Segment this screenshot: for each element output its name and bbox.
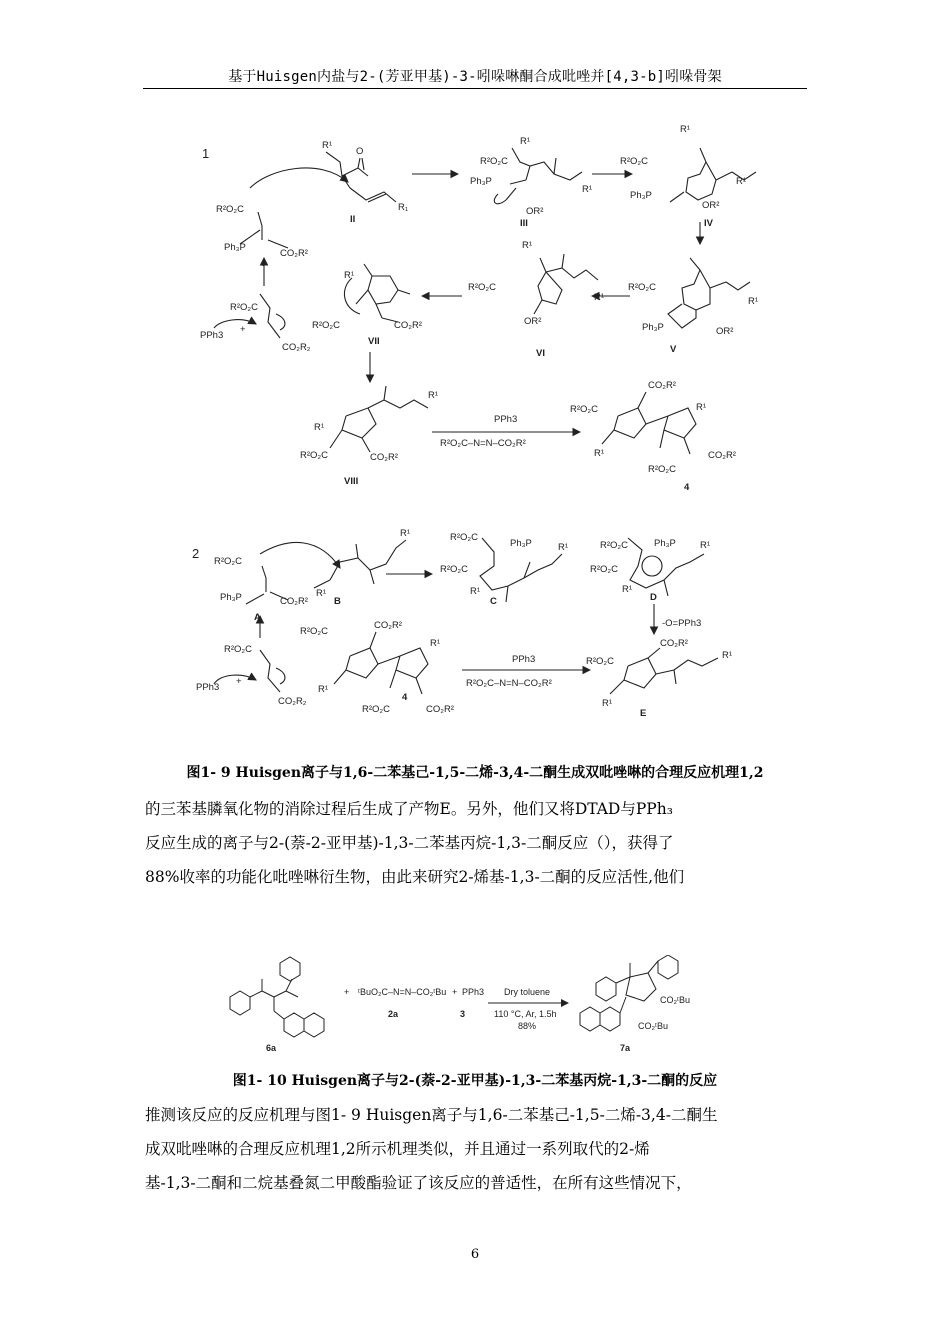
paragraph-line: 基-1,3-二酮和二烷基叠氮二甲酸酯验证了该反应的普适性，在所有这些情况下， [145,1174,692,1192]
group-label: OR² [526,206,544,217]
compound-4b-structure [334,632,428,694]
group-label: R²O₂C [590,564,618,575]
reagent-label: -O=PPh3 [662,618,702,629]
plus-sign: + [344,987,350,997]
group-label: Ph₃P [510,538,532,549]
group-label: R¹ [314,422,325,433]
reagent-2a: ᵗBuO₂C–N=N–CO₂ᵗBu [358,987,447,997]
group-label: Ph₃P [642,322,664,333]
group-label: R²O₂C [362,704,390,715]
group-label: R²O₂C [214,556,242,567]
reagent-label: PPh3 [512,654,536,665]
compound-7a-structure [580,955,678,1031]
group-label: Ph₃P [654,538,676,549]
page-number: 6 [470,1247,480,1262]
compound-label: D [650,592,657,603]
compound-label: I [262,258,265,269]
group-label: CO₂ᵗBu [638,1021,668,1031]
group-label: R²O₂C [450,532,478,543]
compound-VI-structure [534,254,598,314]
compound-label: 4 [684,482,690,493]
group-label: R²O₂C [480,156,508,167]
group-label: R²O₂C [648,464,676,475]
reaction-scheme-2 [218,955,738,1055]
group-label: R¹ [470,586,481,597]
compound-I-structure [240,212,288,248]
group-label: R²O₂C [230,302,258,313]
paragraph-line: 成双吡唑啉的合理反应机理1,2所示机理类似，并且通过一系列取代的2-烯 [145,1140,650,1158]
group-label: R¹ [680,124,691,135]
group-label: CO₂R² [660,638,688,649]
group-label: Ph₃P [224,242,246,253]
group-label: R²O₂C [300,450,328,461]
compound-label: A [254,612,261,623]
group-label: CO₂R² [648,380,676,391]
compound-label: 3 [460,1009,466,1019]
group-label: Ph₃P [220,592,242,603]
group-label: R²O₂C [312,320,340,331]
group-label: Ph₃P [470,176,492,187]
group-label: R¹ [428,390,439,401]
group-label: R¹ [736,176,747,187]
group-label: R¹ [430,638,441,649]
group-label: R¹ [322,140,333,151]
group-label: R¹ [722,650,733,661]
compound-4-structure [602,392,696,454]
compound-VII-structure [344,264,410,322]
compound-label: 2a [388,1009,399,1019]
group-label: R¹ [582,184,593,195]
group-label: R¹ [318,684,329,695]
group-label: R¹ [344,270,355,281]
condition-yield: 88% [518,1021,537,1031]
compound-label: 6a [266,1043,277,1053]
condition-temperature: 110 °C, Ar, 1.5h [494,1009,557,1019]
paragraph-2 [145,1098,810,1200]
group-label: R¹ [594,448,605,459]
group-label: R¹ [400,528,411,539]
group-label: OR² [524,316,542,327]
plus-sign: + [236,676,242,687]
group-label: CO₂R² [394,320,422,331]
compound-B-structure [314,540,406,588]
figure-caption-1: 图1- 9 Huisgen离子与1,6-二苯基己-1,5-二烯-3,4-二酮生成双吡唑啉的合理反应机理1,2 [186,765,764,781]
group-label: CO₂R₂ [282,342,311,353]
group-label: R¹ [558,542,569,553]
compound-label: B [334,596,341,607]
reaction-mechanism-scheme [190,118,800,730]
compound-E-structure [610,648,718,694]
compound-label: IV [704,218,713,229]
group-label: R²O₂C [216,204,244,215]
panel-label-1: 1 [202,146,210,161]
compound-label: V [670,344,677,355]
group-label: R²O₂C [468,282,496,293]
group-label: R¹ [594,292,605,303]
group-label: O [356,146,364,157]
group-label: R¹ [748,296,759,307]
reagent-label: R²O₂C–N=N–CO₂R² [440,438,526,449]
compound-IV-structure [670,148,756,202]
group-label: R²O₂C [224,644,252,655]
group-label: R²O₂C [440,564,468,575]
reagent-label: PPh3 [494,414,518,425]
running-header: 基于Huisgen内盐与2-(芳亚甲基)-3-吲哚啉酮合成吡唑并[4,3-b]吲哚骨架 [228,69,722,85]
condition-solvent: Dry toluene [504,987,551,997]
group-label: R₁ [398,202,409,213]
compound-label: III [520,218,528,229]
compound-label: E [640,708,647,719]
group-label: R²O₂C [570,404,598,415]
group-label: R¹ [520,136,531,147]
group-label: CO₂R² [426,704,454,715]
group-label: OR² [702,200,720,211]
group-label: OR² [716,326,734,337]
group-label: Ph₃P [630,190,652,201]
compound-label: II [350,214,356,225]
compound-label: C [490,596,497,607]
plus-sign: + [452,987,458,997]
group-label: R²O₂C [620,156,648,167]
reagent-label: PPh3 [196,682,220,693]
group-label: R¹ [700,540,711,551]
paragraph-1 [145,792,810,894]
compound-label: 4 [402,692,408,703]
compound-label: 7a [620,1043,631,1053]
group-label: CO₂R₂ [278,696,307,707]
compound-6a-structure [230,957,324,1037]
group-label: R¹ [522,240,533,251]
compound-II-structure [250,152,396,202]
group-label: R²O₂C [300,626,328,637]
figure-caption-2: 图1- 10 Huisgen离子与2-(萘-2-亚甲基)-1,3-二苯基丙烷-1,3-二酮的反应 [232,1073,718,1089]
compound-label: VI [536,348,545,359]
group-label: R¹ [602,698,613,709]
reagent-label: R²O₂C–N=N–CO₂R² [466,678,552,689]
header-rule [143,88,807,89]
group-label: R¹ [622,584,633,595]
group-label: R²O₂C [600,540,628,551]
panel-label-2: 2 [192,546,200,561]
group-label: CO₂R² [374,620,402,631]
compound-V-structure [668,258,750,328]
group-label: R¹ [316,588,327,599]
paragraph-line: 88%收率的功能化吡唑啉衍生物，由此来研究2-烯基-1,3-二酮的反应活性,他们 [145,868,685,886]
group-label: CO₂R² [280,596,308,607]
compound-label: VIII [344,476,359,487]
group-label: CO₂ᵗBu [660,995,690,1005]
compound-VIII-structure [330,386,428,452]
group-label: R²O₂C [586,656,614,667]
group-label: CO₂R² [708,450,736,461]
compound-label: VII [368,336,380,347]
paragraph-line: 的三苯基膦氧化物的消除过程后生成了产物E。另外，他们又将DTAD与PPh₃ [145,800,673,818]
group-label: R²O₂C [628,282,656,293]
paragraph-line: 反应生成的离子与2-(萘-2-亚甲基)-1,3-二苯基丙烷-1,3-二酮反应（），获得了 [145,834,674,852]
group-label: R¹ [696,402,707,413]
reagent-label: PPh3 [200,330,224,341]
group-label: CO₂R² [280,248,308,259]
paragraph-line: 推测该反应的反应机理与图1- 9 Huisgen离子与1,6-二苯基己-1,5-二烯-3,4-二酮生 [145,1106,718,1124]
plus-sign: + [240,324,246,335]
reagent-3: PPh3 [462,987,485,997]
group-label: CO₂R² [370,452,398,463]
